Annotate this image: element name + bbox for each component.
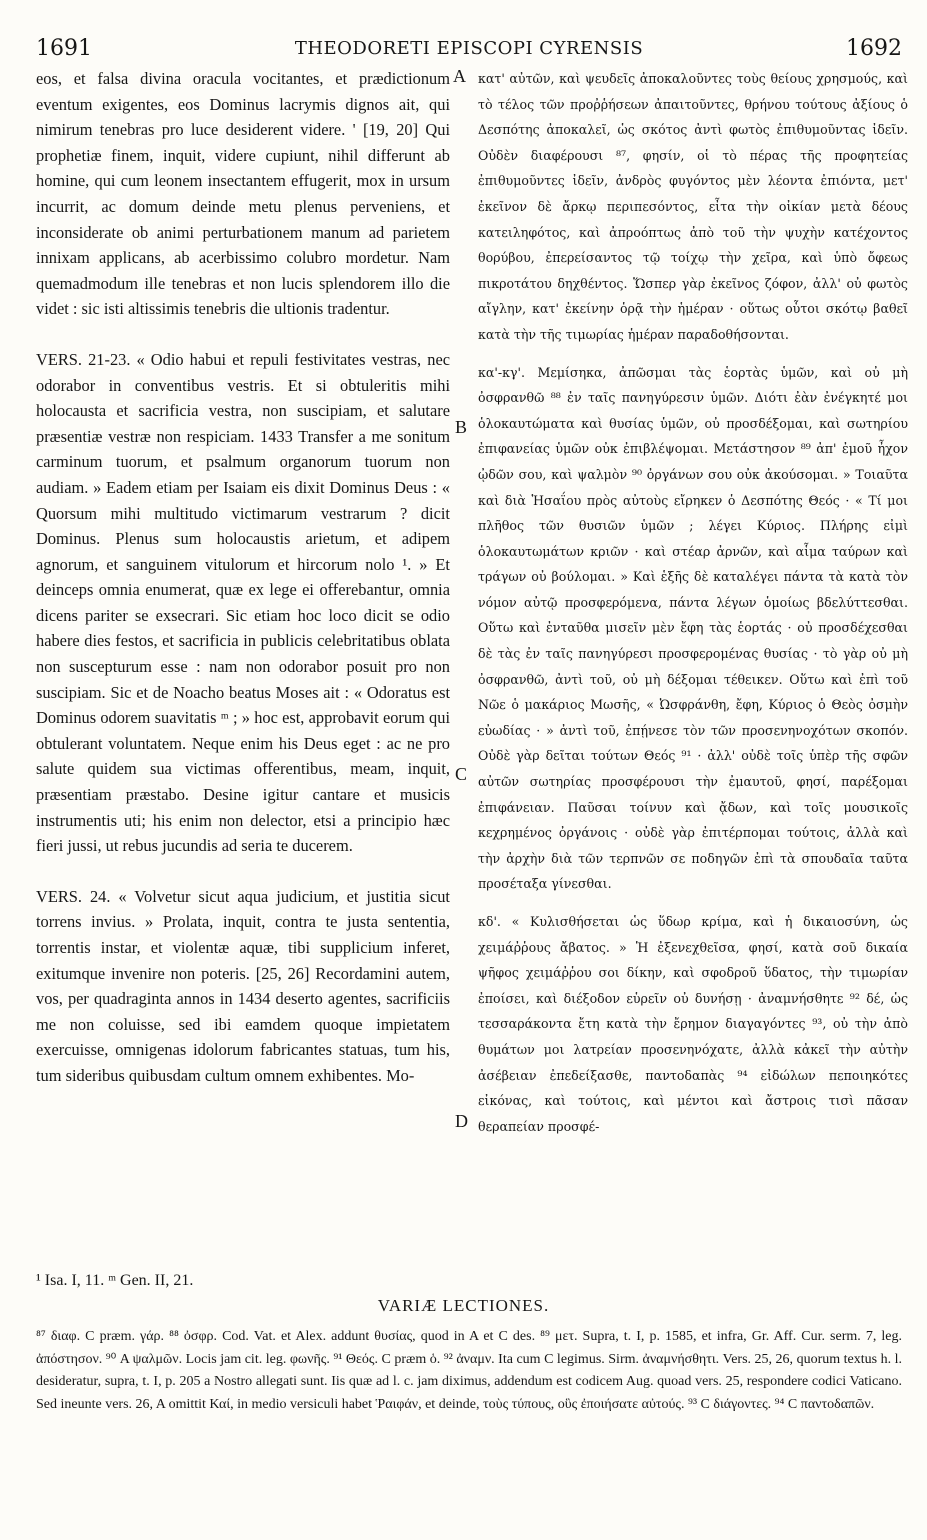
running-title: THEODORETI EPISCOPI CYRENSIS [294, 38, 644, 59]
greek-paragraph-3: κδ'. « Κυλισθήσεται ὡς ὕδωρ κρίμα, καὶ ἡ δικαιοσύνη, ὡς χειμάῤῥους ἄβατος. » Ἡ ἐξενεχθεῖσα, φησί, κατὰ σοῦ δικαία ψῆφος χειμάῤῥου σοι δίκην, καὶ σφοδροῦ ὕδατος, τὴν τιμωρίαν ἐποίσει, καὶ διέξοδον εὑρεῖν οὐ δυνήσῃ · ἀναμνήσθητε ⁹² δέ, ὡς τεσσαράκοντα ἔτη κατὰ τὴν ἔρημον διαγαγόντες ⁹³, οὐ τὴν ἀπὸ θυμάτων μοι λατρείαν προσενηνόχατε, ἀλλὰ κἀκεῖ τὴν αὐτὴν ἀσέβειαν ἐπεδείξασθε, παντοδαπὰς ⁹⁴ εἰδώλων πεποιηκότες εἰκόνας, καὶ τούτοις, καὶ μέντοι καὶ ἄστροις τισὶ πᾶσαν θεραπείαν προσφέ- [478, 914, 908, 1134]
greek-column [478, 66, 908, 1246]
latin-paragraph-1: eos, et falsa divina oracula vocitantes, et prædictionum eventum exigentes, eos Dominus lacrymis dignos ait, qui nimirum tenebras pro luce desiderent videre. ' [19, 20] Qui prophetiæ finem, inquit, videre cupiunt, nihil differunt ab homine, qui cum leonem insectantem effugerit, mox in ursum incurrit, ac domum deinde metu plenus perveniens, et inconsiderate ob animi perturbationem manum ad parietem innixam applicans, ab acerbissimo colubro mordetur. Nam quemadmodum ille tenebras et non lucis splendorem illo die videt : sic isti altissimis tenebris die ultionis tradentur. [36, 69, 450, 319]
section-marker-c: C [455, 764, 468, 784]
page-number-right: 1692 [846, 36, 902, 61]
section-marker-a: A [453, 66, 466, 86]
section-marker-b: B [455, 417, 468, 437]
page-number-left: 1691 [36, 36, 92, 61]
greek-paragraph-1: κατ' αὐτῶν, καὶ ψευδεῖς ἀποκαλοῦντες τοὺς θείους χρησμούς, καὶ τὸ τέλος τῶν προῤῥήσεων ἀπαιτοῦντες, θρήνου τούτους ἀξίους ὁ Δεσπότης ἀποκαλεῖ, ὡς σκότος ἀντὶ φωτὸς ἐπιθυμοῦντας ἰδεῖν. Οὐδὲν διαφέρουσι ⁸⁷, φησίν, οἱ τὸ πέρας τῆς προφητείας ἐπιθυμοῦντες ἰδεῖν, ἀνδρὸς φυγόντος μὲν λέοντα ἐπιόντα, μετ' ἐκεῖνον δὲ ἄρκῳ περιπεσόντος, εἶτα τὴν οἰκίαν μετὰ δέους κατειληφότος, καὶ ἀπροόπτως ἀπὸ τοῦ τὴν ψυχὴν κατέχοντος θορύβου, ἐπερείσαντος τῷ τοίχῳ τὴν χεῖρα, καὶ ὑπὸ ὄφεως πικροτάτου δηχθέντος. Ὥσπερ γὰρ ἐκεῖνος ζόφον, ἀλλ' οὐ φωτὸς αἴγλην, κατ' ἐκείνην ὁρᾷ τὴν ἡμέραν · οὕτως οὗτοι σκότῳ βαθεῖ κατὰ τὴν τῆς τιμωρίας ἡμέραν παραδοθήσονται. [478, 71, 908, 342]
latin-paragraph-2: VERS. 21-23. « Odio habui et repuli festivitates vestras, nec odorabor in conventibus vestris. Et si obtuleritis mihi holocausta et sacrificia vestra, non suscipiam, et salutare præsentiæ vestræ non respiciam. 1433 Transfer a me sonitum carminum tuorum, et psalmum organorum tuorum non audiam. » Eadem etiam per Isaiam eis dixit Dominus Deus : « Quorsum mihi multitudo victimarum vestrarum ? dicit Dominus. Plenus sum holocaustis arietum, et adipem agnorum, et sanguinem vitulorum et hircorum nolo ¹. » Et deinceps omnia enumerat, quæ ex lege ei offerebantur, omnia dicens pariter se exsecrari. Sic etiam hoc loco dicit se odio habere dies festos, et sacrificia in publicis celebritatibus oblata non suscepturum esse : nam non odorabor posuit pro non suscipiam. Sic et de Noacho beatus Moses ait : « Odoratus est Dominus odorem suavitatis ᵐ ; » hoc est, approbavit eorum qui obtulerant voluntatem. Neque enim his Deus eget : ac ne pro salute quidem sua victimas offerentibus, meam, inquit, præsentiam præstabo. Desine igitur cantare et musicis instrumentis uti; his enim non delector, etsi a principio hæc fieri jussi, ut rebus jucundis ad seria te ducerem. [36, 349, 450, 856]
running-header [36, 36, 902, 64]
greek-paragraph-2: κα'-κγ'. Μεμίσηκα, ἀπῶσμαι τὰς ἑορτὰς ὑμῶν, καὶ οὐ μὴ ὀσφρανθῶ ⁸⁸ ἐν ταῖς πανηγύρεσιν ὑμῶν. Διότι ἐὰν ἐνέγκητέ μοι ὁλοκαυτώματα καὶ θυσίας ὑμῶν, οὐ προσδέξομαι, καὶ σωτηρίου ἐπιφανείας ὑμῶν οὐκ ἐπιβλέψομαι. Μετάστησον ⁸⁹ ἀπ' ἐμοῦ ἦχον ᾠδῶν σου, καὶ ψαλμὸν ⁹⁰ ὀργάνων σου οὐκ ἀκούσομαι. » Τοιαῦτα καὶ διὰ Ἡσαΐου πρὸς αὐτοὺς εἴρηκεν ὁ Δεσπότης Θεός · « Τί μοι πλῆθος τῶν θυσιῶν ὑμῶν ; λέγει Κύριος. Πλήρης εἰμὶ ὁλοκαυτωμάτων κριῶν · καὶ στέαρ ἀρνῶν, καὶ αἷμα ταύρων καὶ τράγων οὐ βούλομαι. » Καὶ ἑξῆς δὲ καταλέγει πάντα τὰ κατὰ τὸν νόμον αὐτῷ προσφερόμενα, πάντα λέγων ὁμοίως βδελύττεσθαι. Οὕτω καὶ ἐνταῦθα μισεῖν μὲν ἔφη τὰς ἑορτάς · οὐ προσδέχεσθαι δὲ τὰς ἐν ταῖς πανηγύρεσι προσφερομένας θυσίας · τὸ γὰρ οὐ μὴ ὀσφρανθῶ, ἀντὶ τοῦ, οὐ μὴ δέξομαι τέθεικεν. Οὕτω καὶ ἐπὶ τοῦ Νῶε ὁ μακάριος Μωσῆς, « Ὠσφράνθη, ἔφη, Κύριος ὁ Θεὸς ὀσμὴν εὐωδίας · » ἀντὶ τοῦ, ἐπῄνεσε τὸν τῶν προσενηνοχότων σκοπόν. Οὐδὲ γὰρ δεῖται τούτων Θεός ⁹¹ · ἀλλ' οὐδὲ τοῖς ὑπὲρ τῆς σφῶν αὐτῶν σωτηρίας προσφέρουσι τὴν ἐμαυτοῦ, φησί, παρέξομαι ἐπιφάνειαν. Παῦσαι τοίνυν καὶ ᾄδων, καὶ τοῖς μουσικοῖς κεχρημένος ὀργάνοις · οὐδὲ γὰρ ἐπιτέρπομαι τούτοις, ἀλλὰ καὶ τὴν ἀρχὴν διὰ τῶν τερπνῶν σε ποδηγῶν ἐπὶ τὰ σπουδαῖα ταῦτα προσέταξα γίνεσθαι. [478, 364, 908, 892]
latin-paragraph-3: VERS. 24. « Volvetur sicut aqua judicium, et justitia sicut torrens invius. » Prolata, inquit, contra te justa sententia, torrentis instar, et violentæ aquæ, tibi supplicium inferet, exitumque invenire non poteris. [25, 26] Recordamini autem, vos, per quadraginta annos in 1434 deserto agentes, sacrificiis me non coluisse, sed ibi eamdem quoque impietatem exercuisse, omnigenas idolorum fabricantes statuas, tum his, tum sideribus quibusdam cultum omnem exhibentes. Mo- [36, 886, 450, 1085]
variae-lectiones-text: ⁸⁷ διαφ. C præm. γάρ. ⁸⁸ ὀσφρ. Cod. Vat. et Alex. addunt θυσίας, quod in A et C des. ⁸⁹ μετ. Supra, t. I, p. 1585, et infra, Gr. Aff. Cur. serm. 7, leg. ἀπόστησον. ⁹⁰ A ψαλμῶν. Locis jam cit. leg. φωνῆς. ⁹¹ Θεός. C præm ὁ. ⁹² ἀναμν. Ita cum C legimus. Sirm. ἀναμνήσθητι. Vers. 25, 26, quorum textus h. l. desideratur, supra, t. I, p. 205 a Nostro allegati sunt. Iis quæ ad l. c. jam diximus, addendum est codicem Aug. quoad vers. 25, respondere codici Vaticano. Sed ineunte vers. 26, A omittit Καί, in medio versiculi habet Ῥαιφάν, et deinde, τοὺς τύπους, οὓς ἐποιήσατε αὐτούς. ⁹³ C διάγοντες. ⁹⁴ C παντοδαπῶν. [36, 1329, 902, 1412]
footnotes: ¹ Isa. I, 11. ᵐ Gen. II, 21. [36, 1272, 194, 1289]
latin-column [36, 66, 450, 1246]
variae-lectiones-title: VARIÆ LECTIONES. [377, 1296, 550, 1315]
variae-lectiones [36, 1326, 902, 1416]
section-marker-d: D [455, 1111, 468, 1131]
